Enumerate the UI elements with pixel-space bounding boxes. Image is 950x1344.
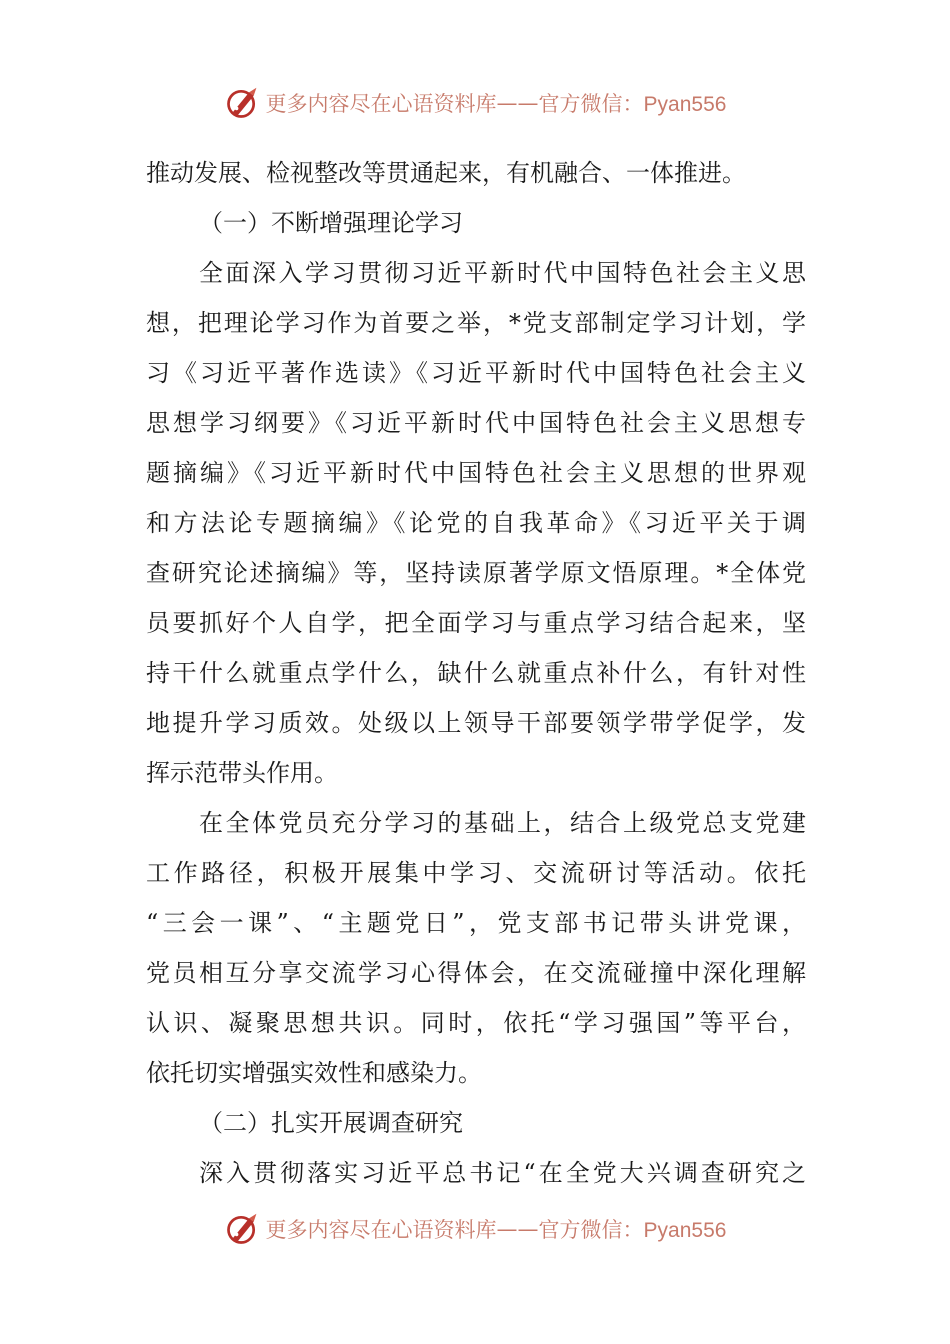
pen-nib-circle-icon: [224, 85, 260, 121]
section-heading: （一）不断增强理论学习: [199, 209, 463, 237]
paragraph-line: 员要抓好个人自学，把全面学习与重点学习结合起来，坚: [146, 609, 806, 637]
paragraph-line: 地提升学习质效。处级以上领导干部要领学带学促学，发: [146, 709, 806, 737]
paragraph-line: 党员相互分享交流学习心得体会，在交流碰撞中深化理解: [146, 959, 806, 987]
watermark-dash: ——: [496, 1217, 539, 1241]
watermark-site-text: 更多内容尽在心语资料库: [265, 1218, 497, 1242]
paragraph-line: 推动发展、检视整改等贯通起来，有机融合、一体推进。: [146, 159, 746, 187]
paragraph-line: 和方法论专题摘编》《论党的自我革命》《习近平关于调: [146, 509, 806, 537]
paragraph-line: 深入贯彻落实习近平总书记“在全党大兴调查研究之: [199, 1159, 806, 1187]
paragraph-line: 题摘编》《习近平新时代中国特色社会主义思想的世界观: [146, 459, 806, 487]
paragraph-line: 工作路径，积极开展集中学习、交流研讨等活动。依托: [146, 859, 806, 887]
paragraph-line: 认识、凝聚思想共识。同时，依托“学习强国”等平台，: [146, 1009, 806, 1037]
paragraph-line: “三会一课”、“主题党日”，党支部书记带头讲党课，: [146, 909, 806, 937]
header-watermark: [0, 83, 950, 123]
watermark-wechat-text: 官方微信：Pyan556: [538, 93, 727, 116]
paragraph-line: 查研究论述摘编》等，坚持读原著学原文悟原理。*全体党: [146, 559, 806, 587]
paragraph-line: 在全体党员充分学习的基础上，结合上级党总支党建: [199, 809, 806, 837]
watermark-site-text: 更多内容尽在心语资料库: [265, 92, 497, 116]
watermark-wechat-text: 官方微信：Pyan556: [538, 1219, 727, 1242]
footer-watermark: [0, 1209, 950, 1249]
paragraph-line: 全面深入学习贯彻习近平新时代中国特色社会主义思: [199, 259, 806, 287]
paragraph-line: 思想学习纲要》《习近平新时代中国特色社会主义思想专: [146, 409, 806, 437]
pen-nib-circle-icon: [224, 1211, 260, 1247]
paragraph-line: 习《习近平著作选读》《习近平新时代中国特色社会主义: [146, 359, 806, 387]
paragraph-line: 持干什么就重点学什么，缺什么就重点补什么，有针对性: [146, 659, 806, 687]
watermark-dash: ——: [496, 91, 539, 115]
paragraph-line: 依托切实增强实效性和感染力。: [146, 1059, 482, 1087]
paragraph-line: 想，把理论学习作为首要之举，*党支部制定学习计划，学: [146, 309, 806, 337]
paragraph-line: 挥示范带头作用。: [146, 759, 338, 787]
document-body: [146, 148, 806, 1198]
section-heading: （二）扎实开展调查研究: [199, 1109, 463, 1137]
